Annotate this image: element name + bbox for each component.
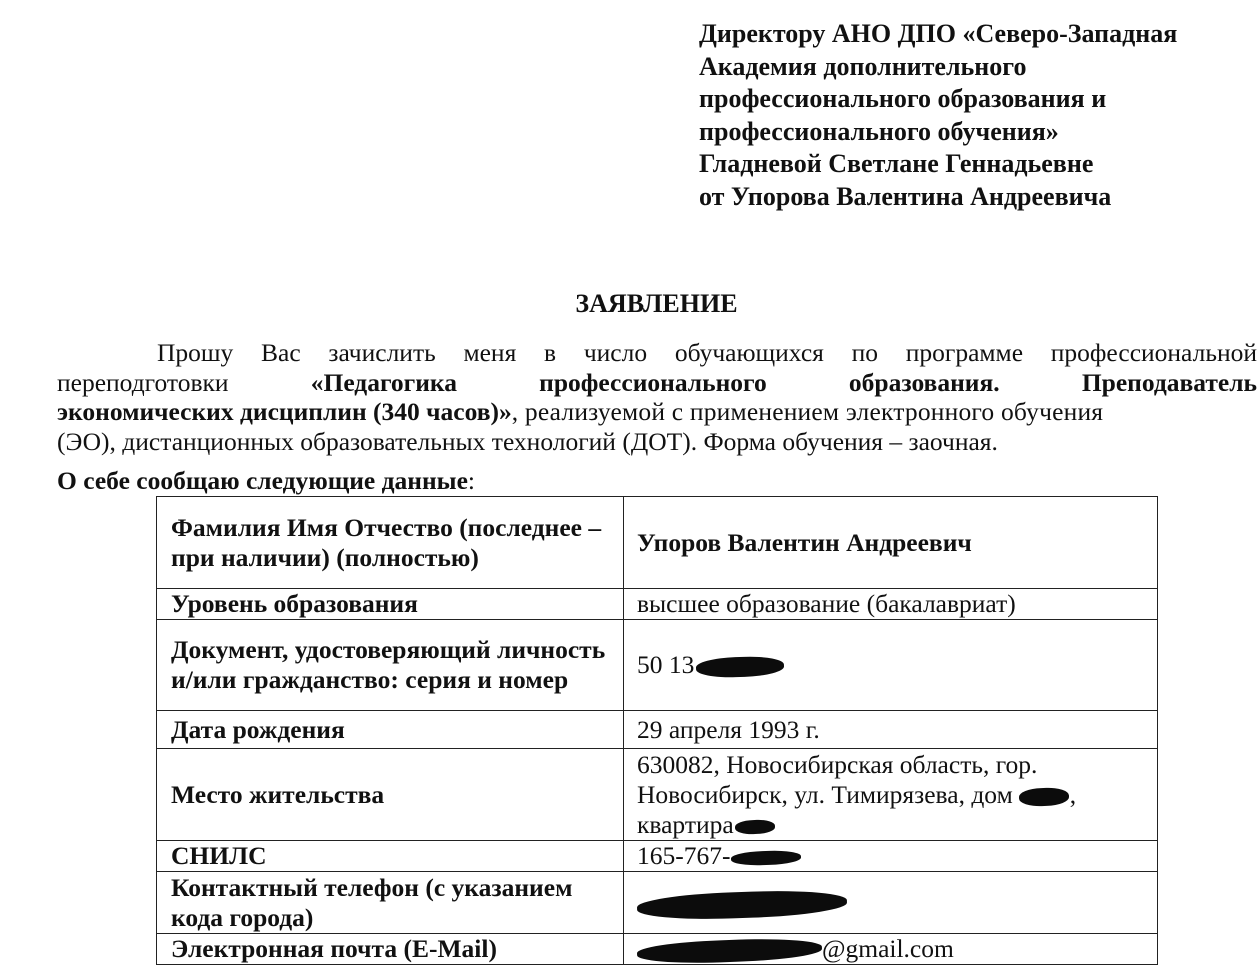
addressee-line: от Упорова Валентина Андреевича: [699, 181, 1112, 211]
intro-colon: :: [467, 466, 475, 495]
row-label: СНИЛС: [157, 841, 624, 872]
row-label: Электронная почта (E-Mail): [157, 934, 624, 965]
row-label: Фамилия Имя Отчество (последнее – при наличии) (полностью): [157, 497, 624, 589]
redaction-mark: [696, 656, 785, 679]
personal-data-table: [156, 496, 1158, 965]
redaction-mark: [637, 937, 823, 965]
row-value: 165-767-: [637, 841, 731, 870]
row-value: 50 13: [637, 650, 695, 679]
table-row: [157, 934, 1158, 965]
row-value-cell: [624, 749, 1158, 841]
addressee-line: профессионального обучения»: [699, 116, 1059, 146]
table-row: [157, 872, 1158, 934]
application-paragraph: [57, 338, 1257, 456]
paragraph-line-3: [57, 397, 1257, 427]
row-value: высшее образование (бакалавриат): [624, 589, 1158, 620]
paragraph-text: переподготовки: [57, 367, 229, 397]
paragraph-line-1: Прошу Вас зачислить меня в число обучающихся по программе профессиональной: [157, 338, 1257, 367]
addressee-block: [699, 18, 1254, 213]
data-intro: [57, 465, 475, 497]
row-label: Уровень образования: [157, 589, 624, 620]
redaction-mark: [1018, 787, 1069, 807]
document-title: ЗАЯВЛЕНИЕ: [575, 289, 738, 318]
redaction-mark: [734, 819, 774, 834]
row-value-tail: ,: [1069, 779, 1077, 809]
addressee-line: профессионального образования и: [699, 84, 1107, 113]
table-row: [157, 841, 1158, 872]
row-value-cell: [624, 620, 1158, 711]
table-row: [157, 497, 1158, 589]
row-value-line3: квартира: [637, 809, 734, 839]
paragraph-line-2: [57, 368, 1257, 398]
program-name-cont: экономических дисциплин (340 часов)»: [57, 397, 512, 426]
table-row: [157, 711, 1158, 749]
table-row: [157, 589, 1158, 620]
row-label: Место жительства: [157, 749, 624, 841]
row-value-cell: [624, 872, 1158, 934]
row-value: @gmail.com: [822, 934, 954, 963]
table-row: [157, 620, 1158, 711]
row-value: 630082, Новосибирская область, гор. Новосибирск, ул. Тимирязева, дом: [637, 749, 1038, 809]
paragraph-text: , реализуемой с применением электронного обучения: [511, 397, 1104, 426]
row-value-cell: [624, 841, 1158, 872]
row-label: Дата рождения: [157, 711, 624, 749]
redaction-mark: [637, 888, 848, 921]
addressee-line: Директору АНО ДПО «Северо-Западная: [699, 19, 1178, 48]
paragraph-line-4: (ЭО), дистанционных образовательных технологий (ДОТ). Форма обучения – заочная.: [57, 426, 998, 456]
row-value-cell: [624, 934, 1158, 965]
program-name: «Педагогика профессионального образования. Преподаватель: [310, 367, 1258, 397]
row-value: Упоров Валентин Андреевич: [624, 497, 1158, 589]
row-value: 29 апреля 1993 г.: [624, 711, 1158, 749]
row-label: Контактный телефон (с указанием кода города): [157, 872, 624, 934]
redaction-mark: [731, 850, 801, 866]
table-row: [157, 749, 1158, 841]
addressee-line: Академия дополнительного: [699, 51, 1027, 81]
row-label: Документ, удостоверяющий личность и/или гражданство: серия и номер: [157, 620, 624, 711]
addressee-line: Гладневой Светлане Геннадьевне: [699, 149, 1094, 178]
intro-bold: О себе сообщаю следующие данные: [57, 466, 468, 495]
